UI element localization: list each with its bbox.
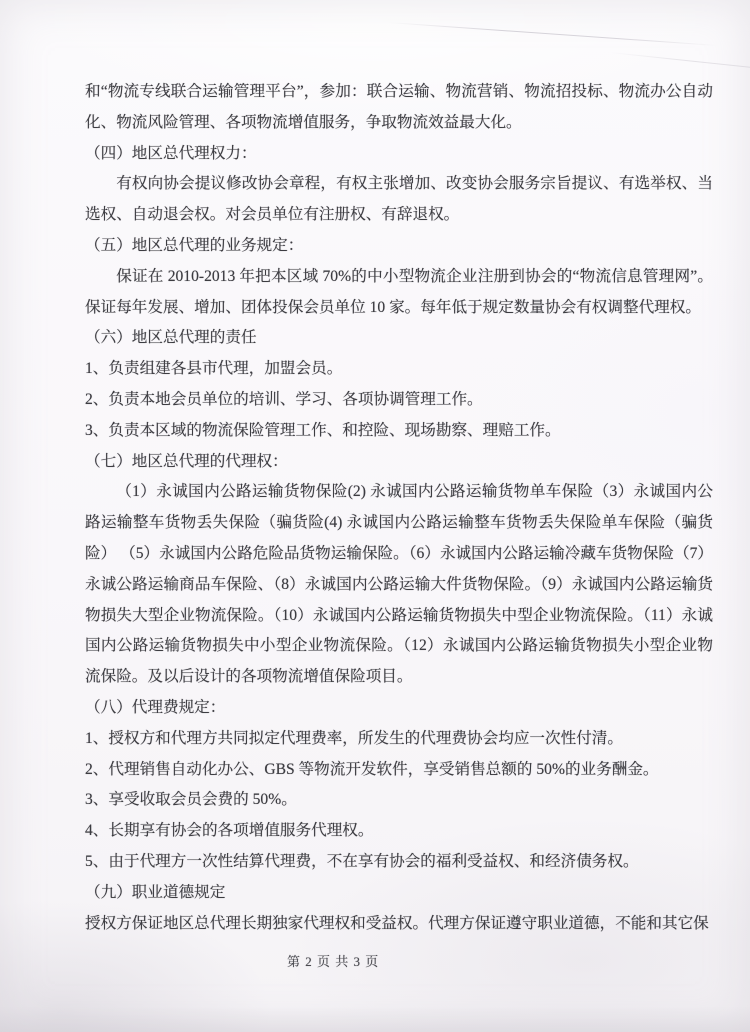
- paragraph: （八）代理费规定：: [85, 698, 226, 716]
- paragraph: 5、由于代理方一次性结算代理费，不在享有协会的福利受益权、和经济债务权。: [85, 852, 639, 870]
- paragraph: 4、长期享有协会的各项增值服务代理权。: [85, 822, 374, 840]
- paragraph: （1）永诚国内公路运输货物保险(2) 永诚国内公路运输货物单车保险（3）永诚国内公路运输整车货物丢失保险（骗货险(4) 永诚国内公路运输整车货物丢失保险单车保险（骗货险） （5）永诚国内公路危险品货物运输保险。（6）永诚国内公路运输冷藏车货物保险（7）永诚公路运输商品车保险、（8）永诚国内公路运输大件货物保险。（9）永诚国内公路运输货物损失大型企业物流保险。（10）永诚国内公路运输货物损失中型企业物流保险。（11）永诚国内公路运输货物损失中小型企业物流保险。（12）永诚国内公路运输货物损失小型企业物流保险。及以后设计的各项物流增值保险项目。: [85, 483, 713, 686]
- paper-crease: [388, 22, 717, 46]
- scan-edge-shadow: [0, 1006, 750, 1032]
- paragraph: （七）地区总代理的代理权：: [85, 452, 288, 470]
- paragraph: 3、享受收取会员会费的 50%。: [85, 791, 297, 809]
- paragraph: 1、负责组建各县市代理，加盟会员。: [85, 360, 343, 378]
- paragraph: （四）地区总代理权力：: [85, 144, 257, 162]
- paragraph: 和“物流专线联合运输管理平台”，参加：联合运输、物流营销、物流招投标、物流办公自动化、物流风险管理、各项物流增值服务，争取物流效益最大化。: [85, 83, 713, 131]
- paragraph: （五）地区总代理的业务规定：: [85, 236, 304, 254]
- document-body: [85, 77, 713, 939]
- paragraph: （九）职业道德规定: [85, 883, 226, 901]
- page-footer: 第 2 页 共 3 页: [287, 954, 380, 969]
- paper-crease: [610, 52, 750, 78]
- paragraph: 保证在 2010-2013 年把本区域 70%的中小型物流企业注册到协会的“物流信息管理网”。保证每年发展、增加、团体投保会员单位 10 家。每年低于规定数量协会有权调整代理权。: [85, 267, 713, 316]
- paragraph: 有权向协会提议修改协会章程，有权主张增加、改变协会服务宗旨提议、有选举权、当选权、自动退会权。对会员单位有注册权、有辞退权。: [85, 175, 713, 224]
- paragraph: 2、代理销售自动化办公、GBS 等物流开发软件，享受销售总额的 50%的业务酬金。: [85, 760, 659, 778]
- paragraph: 2、负责本地会员单位的培训、学习、各项协调管理工作。: [85, 390, 483, 408]
- paragraph: 授权方保证地区总代理长期独家代理权和受益权。代理方保证遵守职业道德，不能和其它保: [85, 914, 709, 932]
- paragraph: 3、负责本区域的物流保险管理工作、和控险、现场勘察、理赔工作。: [85, 421, 561, 439]
- paragraph: 1、授权方和代理方共同拟定代理费率，所发生的代理费协会均应一次性付清。: [85, 729, 623, 747]
- paragraph: （六）地区总代理的责任: [85, 329, 257, 347]
